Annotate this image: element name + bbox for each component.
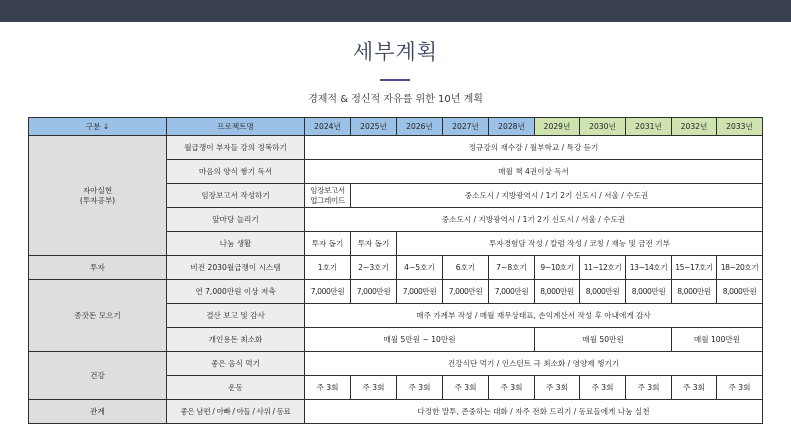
year-value: 7,000만원 <box>443 280 489 304</box>
table-row <box>29 280 763 304</box>
year-value: 주 3회 <box>443 376 489 400</box>
year-value: 8,000만원 <box>580 280 626 304</box>
year-value: 9~10호기 <box>535 256 580 280</box>
category-seed: 종잣돈 모으기 <box>29 280 167 352</box>
project-name: 연 7,000만원 이상 저축 <box>167 280 305 304</box>
top-bar <box>0 0 791 22</box>
header-year: 2032년 <box>672 118 717 136</box>
project-name: 임장보고서 작성하기 <box>167 184 305 208</box>
header-year: 2033년 <box>717 118 763 136</box>
plan-value-second-year: 투자 돕기 <box>351 232 397 256</box>
header-project: 프로젝트명 <box>167 118 305 136</box>
project-name: 마음의 양식 쌓기 독서 <box>167 160 305 184</box>
plan-value: 다정한 말투, 존중하는 대화 / 자주 전화 드리기 / 동료들에게 나눔 실천 <box>305 400 763 424</box>
category-health: 건강 <box>29 352 167 400</box>
project-name: 좋은 남편 / 아빠 / 아들 / 사위 / 동료 <box>167 400 305 424</box>
project-name: 결산 보고 및 감사 <box>167 304 305 328</box>
category-self: 자아실현 (투자공부) <box>29 136 167 256</box>
title-underline <box>380 79 410 81</box>
year-value: 7~8호기 <box>489 256 535 280</box>
table-row <box>29 136 763 160</box>
year-value: 1호기 <box>305 256 351 280</box>
year-value: 11~12호기 <box>580 256 626 280</box>
year-value: 주 3회 <box>305 376 351 400</box>
category-relation: 관계 <box>29 400 167 424</box>
header-year: 2027년 <box>443 118 489 136</box>
table-row <box>29 352 763 376</box>
category-invest: 투자 <box>29 256 167 280</box>
year-value: 2~3호기 <box>351 256 397 280</box>
year-value: 8,000만원 <box>535 280 580 304</box>
year-value: 15~17호기 <box>672 256 717 280</box>
plan-value: 매월 5만원 ~ 10만원 <box>305 328 535 352</box>
year-value: 주 3회 <box>397 376 443 400</box>
plan-value: 매월 100만원 <box>672 328 763 352</box>
header-year: 2026년 <box>397 118 443 136</box>
plan-table <box>28 117 763 424</box>
year-value: 7,000만원 <box>489 280 535 304</box>
header-year: 2025년 <box>351 118 397 136</box>
year-value: 주 3회 <box>672 376 717 400</box>
plan-value: 투자경험담 작성 / 칼럼 작성 / 코칭 / 재능 및 금전 기부 <box>397 232 763 256</box>
year-value: 7,000만원 <box>305 280 351 304</box>
header-year: 2030년 <box>580 118 626 136</box>
year-value: 주 3회 <box>580 376 626 400</box>
page-subtitle: 경제적 & 정신적 자유를 위한 10년 계획 <box>308 94 483 105</box>
year-value: 주 3회 <box>717 376 763 400</box>
year-value: 주 3회 <box>626 376 672 400</box>
page-title: 세부계획 <box>352 40 439 64</box>
project-name: 좋은 음식 먹기 <box>167 352 305 376</box>
header-category: 구분 ↓ <box>29 118 167 136</box>
project-name: 비전 2030월급쟁이 시스템 <box>167 256 305 280</box>
year-value: 6호기 <box>443 256 489 280</box>
year-value: 주 3회 <box>351 376 397 400</box>
plan-value: 매주 가계부 작성 / 매월 재무상태표, 손익계산서 작성 후 아내에게 감사 <box>305 304 763 328</box>
year-value: 8,000만원 <box>626 280 672 304</box>
year-value: 8,000만원 <box>672 280 717 304</box>
plan-value-first-year: 임장보고서 업그레이드 <box>305 184 351 208</box>
year-value: 주 3회 <box>489 376 535 400</box>
year-value: 13~14호기 <box>626 256 672 280</box>
project-name: 앞마당 늘리기 <box>167 208 305 232</box>
project-name: 개인용돈 최소화 <box>167 328 305 352</box>
project-name: 나눔 생활 <box>167 232 305 256</box>
year-value: 주 3회 <box>535 376 580 400</box>
year-value: 4~5호기 <box>397 256 443 280</box>
year-value: 8,000만원 <box>717 280 763 304</box>
plan-value: 매월 50만원 <box>535 328 672 352</box>
plan-value: 건강식단 먹기 / 인스턴트 극 최소화 / 영양제 챙기기 <box>305 352 763 376</box>
plan-value: 정규강의 재수강 / 월부학교 / 특강 듣기 <box>305 136 763 160</box>
year-value: 7,000만원 <box>397 280 443 304</box>
table-row <box>29 400 763 424</box>
year-value: 18~20호기 <box>717 256 763 280</box>
project-name: 운동 <box>167 376 305 400</box>
plan-value-first-year: 투자 돕기 <box>305 232 351 256</box>
plan-value: 중소도시 / 지방광역시 / 1기 2기 신도시 / 서울 / 수도권 <box>305 208 763 232</box>
plan-value: 중소도시 / 지방광역시 / 1기 2기 신도시 / 서울 / 수도권 <box>351 184 763 208</box>
project-name: 월급쟁이 부자들 강의 정복하기 <box>167 136 305 160</box>
plan-value: 매월 책 4권이상 독서 <box>305 160 763 184</box>
header-row <box>29 118 763 136</box>
header-year: 2029년 <box>535 118 580 136</box>
header-year: 2024년 <box>305 118 351 136</box>
header-year: 2028년 <box>489 118 535 136</box>
year-value: 7,000만원 <box>351 280 397 304</box>
header-year: 2031년 <box>626 118 672 136</box>
table-row <box>29 256 763 280</box>
